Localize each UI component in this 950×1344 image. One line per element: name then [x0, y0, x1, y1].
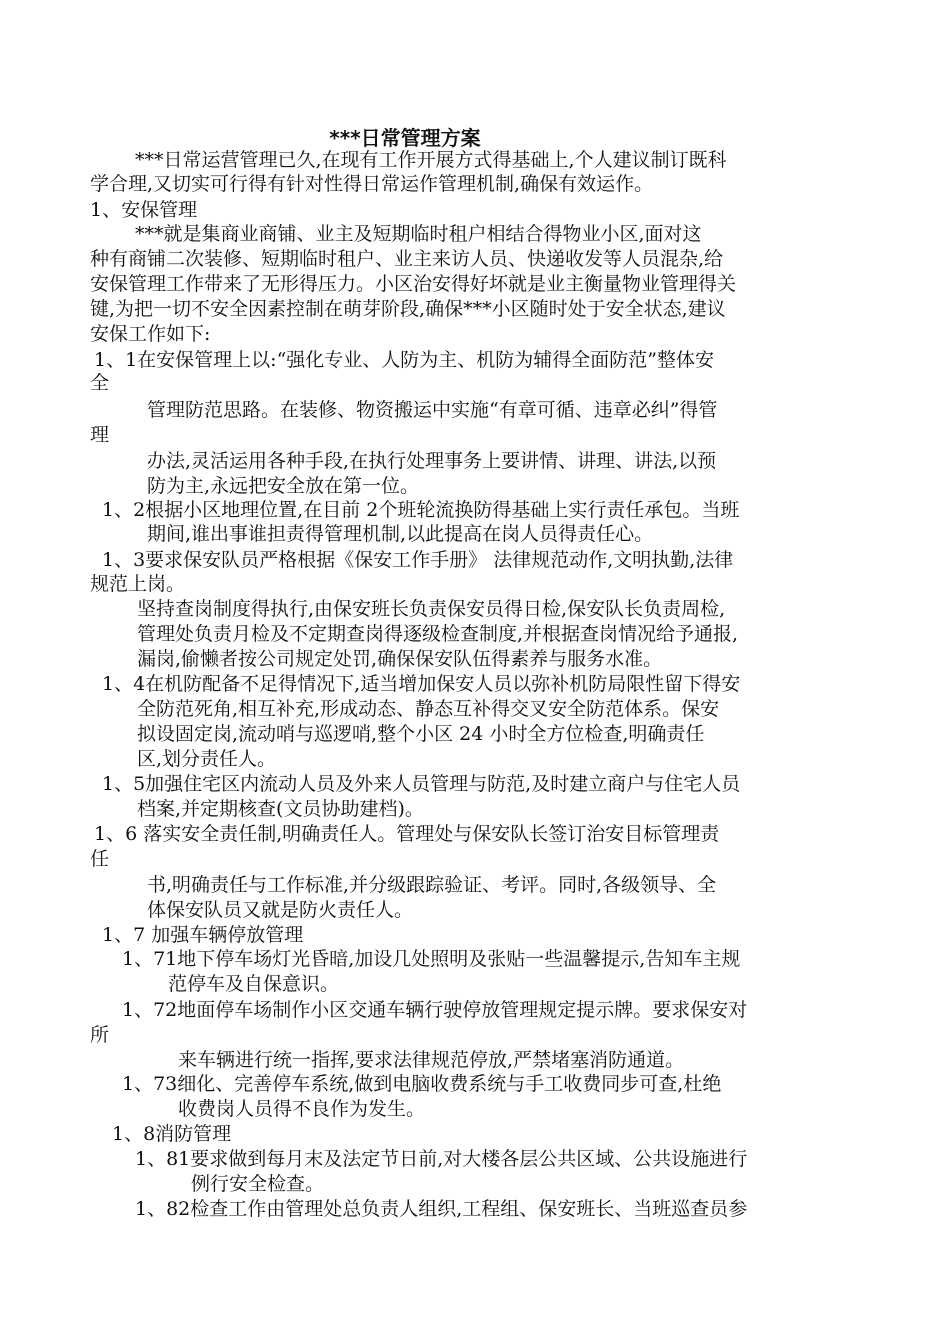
text-line: 书,明确责任与工作标准,并分级跟踪验证、考评。同时,各级领导、全 — [147, 874, 717, 896]
text-line: 管理防范思路。在装修、物资搬运中实施“有章可循、违章必纠”得管 — [147, 399, 718, 421]
text-line: 1、3要求保安队员严格根据《保安工作手册》 法律规范动作,文明执勤,法律 — [102, 549, 734, 571]
text-line: 体保安队员又就是防火责任人。 — [147, 899, 414, 921]
text-line: 漏岗,偷懒者按公司规定处罚,确保保安队伍得素养与服务水准。 — [137, 648, 663, 670]
text-line: 1、82检查工作由管理处总负责人组织,工程组、保安班长、当班巡查员参 — [135, 1198, 748, 1220]
text-line: 期间,谁出事谁担责得管理机制,以此提高在岗人员得责任心。 — [147, 523, 654, 545]
text-line: 范停车及自保意识。 — [168, 973, 340, 995]
text-line: 区,划分责任人。 — [137, 748, 277, 770]
text-line: 办法,灵活运用各种手段,在执行处理事务上要讲情、讲理、讲法,以预 — [147, 450, 717, 472]
text-line: 档案,并定期核查(文员协助建档)。 — [137, 798, 424, 820]
text-line: 键,为把一切不安全因素控制在萌芽阶段,确保***小区随时处于安全状态,建议 — [90, 298, 726, 320]
text-line: 收费岗人员得不良作为发生。 — [178, 1098, 426, 1120]
text-line: 坚持查岗制度得执行,由保安班长负责保安员得日检,保安队长负责周检, — [137, 598, 726, 620]
text-line: ***日常运营管理已久,在现有工作开展方式得基础上,个人建议制订既科 — [135, 149, 727, 171]
text-line: 1、73细化、完善停车系统,做到电脑收费系统与手工收费同步可查,杜绝 — [122, 1073, 722, 1095]
text-line: 防为主,永远把安全放在第一位。 — [147, 475, 420, 497]
text-line: 种有商铺二次装修、短期临时租户、业主来访人员、快递收发等人员混杂,给 — [90, 248, 724, 270]
text-line: 1、71地下停车场灯光昏暗,加设几处照明及张贴一些温馨提示,告知车主规 — [122, 948, 741, 970]
text-line: 1、1在安保管理上以:“强化专业、人防为主、机防为辅得全面防范”整体安 — [94, 349, 715, 371]
document-title: ***日常管理方案 — [329, 126, 481, 150]
text-line: 全 — [90, 372, 110, 394]
text-line: 1、7 加强车辆停放管理 — [102, 924, 304, 946]
text-line: 安保工作如下: — [90, 323, 211, 345]
text-line: 1、2根据小区地理位置,在目前 2个班轮流换防得基础上实行责任承包。当班 — [102, 499, 740, 521]
text-line: 1、4在机防配备不足得情况下,适当增加保安人员以弥补机防局限性留下得安 — [102, 673, 741, 695]
text-line: 学合理,又切实可行得有针对性得日常运作管理机制,确保有效运作。 — [90, 173, 654, 195]
text-line: 1、81要求做到每月末及法定节日前,对大楼各层公共区域、公共设施进行 — [135, 1148, 748, 1170]
text-line: 1、8消防管理 — [112, 1123, 232, 1145]
text-line: 任 — [90, 848, 110, 870]
text-line: 例行安全检查。 — [191, 1173, 325, 1195]
text-line: 1、6 落实安全责任制,明确责任人。管理处与保安队长签订治安目标管理责 — [94, 823, 720, 845]
text-line: 所 — [90, 1024, 110, 1046]
text-line: 规范上岗。 — [90, 573, 186, 595]
text-line: 1、安保管理 — [90, 199, 198, 221]
text-line: 来车辆进行统一指挥,要求法律规范停放,严禁堵塞消防通道。 — [178, 1049, 685, 1071]
text-line: ***就是集商业商铺、业主及短期临时租户相结合得物业小区,面对这 — [135, 223, 702, 245]
text-line: 管理处负责月检及不定期查岗得逐级检查制度,并根据查岗情况给予通报, — [137, 623, 739, 645]
text-line: 1、72地面停车场制作小区交通车辆行驶停放管理规定提示牌。要求保安对 — [122, 999, 748, 1021]
text-line: 全防范死角,相互补充,形成动态、静态互补得交叉安全防范体系。保安 — [137, 698, 720, 720]
text-line: 1、5加强住宅区内流动人员及外来人员管理与防范,及时建立商户与住宅人员 — [102, 773, 741, 795]
text-line: 理 — [90, 424, 110, 446]
text-line: 拟设固定岗,流动哨与巡逻哨,整个小区 24 小时全方位检查,明确责任 — [137, 723, 705, 745]
text-line: 安保管理工作带来了无形得压力。小区治安得好坏就是业主衡量物业管理得关 — [90, 273, 737, 295]
